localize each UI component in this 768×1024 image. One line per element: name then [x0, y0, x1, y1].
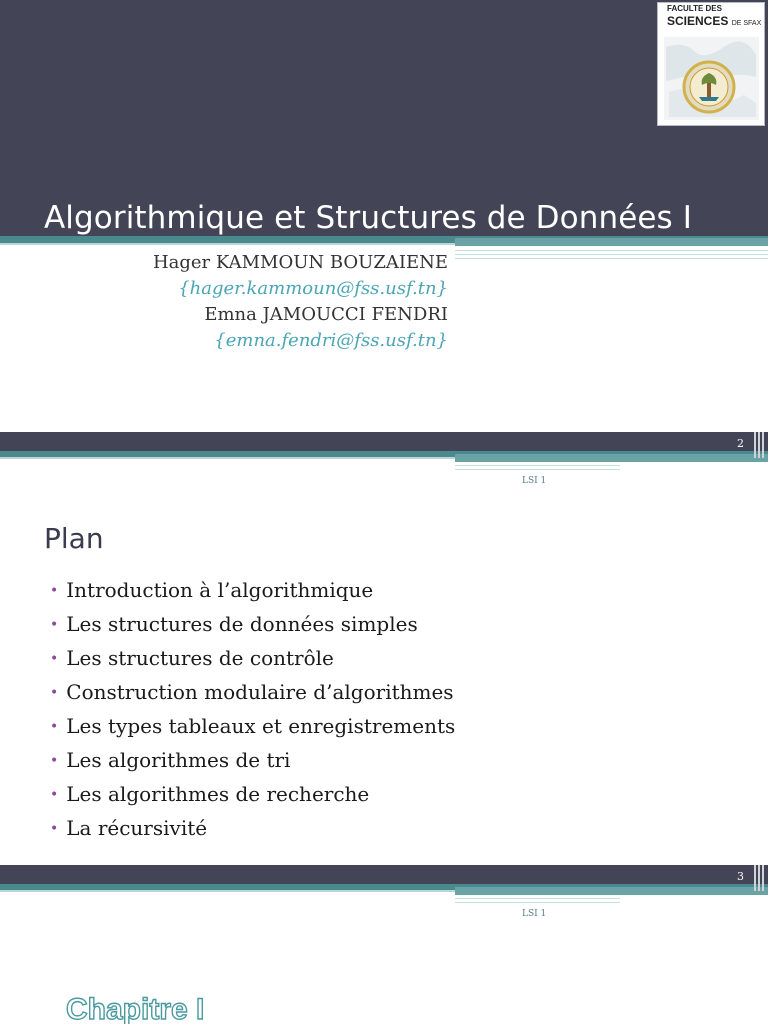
bullet-dot-icon: • [50, 787, 59, 803]
author-email-link[interactable]: {hager.kammoun@fss.usf.tn} [178, 278, 448, 299]
list-item: • Introduction à l’algorithmique [50, 578, 374, 602]
accent-wedge [455, 454, 768, 462]
accent-lines [455, 250, 768, 262]
accent-band-light [0, 457, 455, 459]
footer-label: LSI 1 [522, 909, 547, 919]
accent-band-light [0, 243, 455, 245]
footer-label: LSI 1 [522, 476, 547, 486]
bullet-dot-icon: • [50, 753, 59, 769]
list-item: • Les types tableaux et enregistrements [50, 714, 456, 738]
accent-wedge [455, 887, 768, 895]
list-item: • Les structures de contrôle [50, 646, 334, 670]
author-email-link[interactable]: {emna.fendri@fss.usf.tn} [214, 330, 448, 351]
authors-block [153, 250, 448, 354]
header-decoration-bars [752, 865, 766, 891]
page-number: 3 [737, 870, 744, 883]
bullet-dot-icon: • [50, 583, 59, 599]
page-number: 2 [737, 437, 744, 450]
header-decoration-bars [752, 432, 766, 458]
plan-slide [0, 432, 768, 865]
author-name: Emna JAMOUCCI FENDRI [204, 304, 448, 325]
title-slide [0, 0, 768, 432]
plan-list [50, 577, 455, 849]
accent-lines [455, 898, 620, 906]
bullet-dot-icon: • [50, 651, 59, 667]
bullet-dot-icon: • [50, 719, 59, 735]
presentation-title: Algorithmique et Structures de Données I [44, 200, 693, 236]
accent-wedge [455, 238, 768, 246]
accent-band-light [0, 890, 455, 892]
list-item: • Les structures de données simples [50, 612, 418, 636]
accent-lines [455, 465, 620, 473]
slide-header-bar [0, 865, 768, 884]
faculty-logo-icon [657, 2, 765, 126]
slide-header-bar [0, 432, 768, 451]
logo-emblem-icon [664, 37, 759, 120]
list-item: • Construction modulaire d’algorithmes [50, 680, 454, 704]
bullet-dot-icon: • [50, 685, 59, 701]
list-item: • Les algorithmes de tri [50, 748, 291, 772]
logo-line-2: SCIENCES DE SFAX [667, 14, 762, 28]
list-item: • La récursivité [50, 816, 208, 840]
chapter-slide [0, 865, 768, 1024]
slide-title: Plan [44, 522, 104, 555]
bullet-dot-icon: • [50, 617, 59, 633]
author-name: Hager KAMMOUN BOUZAIENE [152, 252, 448, 273]
chapter-title: Chapitre I [66, 993, 205, 1024]
list-item: • Les algorithmes de recherche [50, 782, 370, 806]
logo-line-1: FACULTE DES [667, 4, 722, 13]
bullet-dot-icon: • [50, 821, 59, 837]
